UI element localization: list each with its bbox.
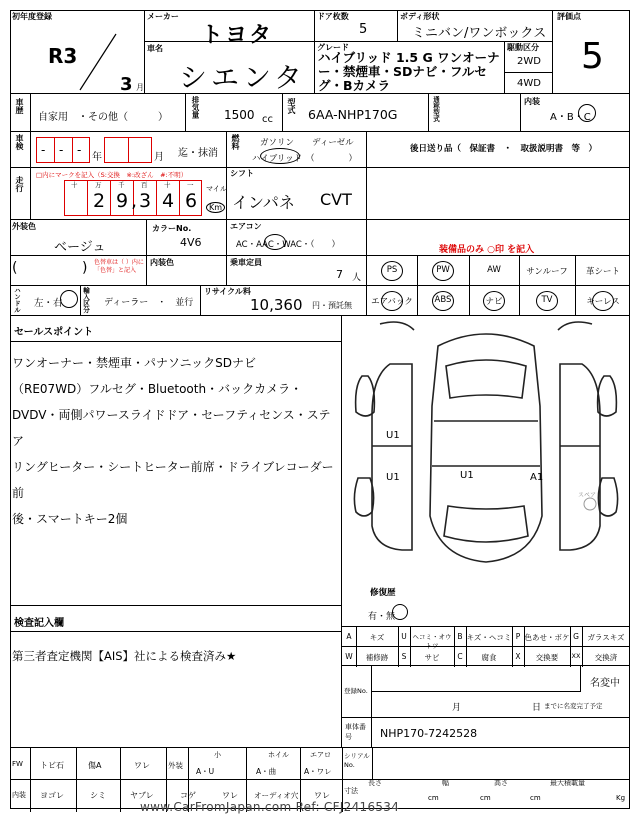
aero-vals: A・ワレ	[304, 767, 332, 776]
unit-mile: マイル	[206, 185, 227, 193]
option-ps-circle	[381, 261, 403, 281]
watermark: www.CarFromJapan.com Ref: CFJ2416534	[140, 800, 400, 814]
maker-value: トヨタ	[201, 23, 274, 48]
interior-parts-label: 内装	[12, 791, 26, 799]
exterior-parts-label: 外装	[168, 761, 183, 770]
usage-value: 自家用 ・その他（ ）	[38, 112, 168, 123]
legend-code: XX	[571, 652, 581, 660]
import-value: ディーラー ・ 並行	[104, 298, 194, 308]
aero-label: エアロ	[310, 751, 331, 759]
digit-4: 4	[162, 190, 175, 212]
spare-label: スペア	[578, 492, 597, 499]
interior-row: ( ) 色替車は（ ）内に「色替」と記入 内装色 乗車定員 7 人	[10, 256, 366, 286]
reg-year: R3	[48, 44, 78, 68]
reg-slash	[78, 32, 118, 92]
option-tv-circle	[536, 291, 558, 311]
sales-line: 後・スマートキー2個	[12, 512, 128, 526]
car-name-value: シエンタ	[179, 61, 306, 94]
option-abs: ABS	[434, 295, 452, 305]
sales-line: DVDV・両側パワースライドドア・セーフティセンス・ステア	[12, 408, 331, 448]
doors-label: ドア枚数	[317, 12, 349, 21]
inspection-remarks-text: 第三者査定機関【AIS】社による検査済み★	[12, 649, 237, 663]
fuel-label: 燃料	[231, 134, 240, 150]
interior-label: 内装	[524, 97, 540, 106]
inspection-box	[10, 606, 342, 748]
usage-label: 車歴	[15, 98, 24, 114]
body-label: ボディ形状	[400, 12, 440, 21]
unit-5: 一	[187, 181, 194, 189]
legend-desc: 色あせ・ボケ	[524, 633, 570, 642]
drive-label: 駆動区分	[507, 43, 539, 52]
small-label: 小	[214, 751, 221, 759]
legend-code: P	[515, 632, 521, 641]
legend-code: W	[345, 652, 353, 661]
reg-month-label: 月	[452, 703, 462, 713]
drive-box	[505, 42, 553, 94]
grade-box	[315, 42, 505, 94]
digit-2: 9	[116, 190, 129, 212]
mark-left-rear: U1	[386, 472, 400, 483]
legend-desc: ガラスキズ	[587, 633, 625, 642]
fw-item-b: 傷A	[88, 761, 102, 770]
inspection-label: 車検	[15, 134, 24, 150]
option-ps: PS	[386, 265, 398, 275]
usage-row	[10, 94, 630, 132]
model-value: 6AA-NHP170G	[308, 107, 398, 122]
chassis-row	[342, 718, 630, 748]
interior-item: ワレ	[314, 791, 330, 800]
capacity-unit: 人	[352, 273, 362, 283]
legend-desc: 交換要	[535, 653, 559, 662]
ac-label: エアコン	[230, 222, 262, 231]
cc-unit: cc	[262, 114, 273, 125]
dim-length-cm: cm	[428, 794, 439, 802]
option-keyless-circle	[592, 291, 614, 311]
drive-2wd: 2WD	[517, 56, 541, 67]
name-change: 名変中	[590, 678, 620, 689]
legend-desc: キズ	[369, 633, 385, 642]
chassis-label: 車体番号	[345, 723, 366, 741]
legend-code: G	[573, 632, 579, 641]
legend-desc: 腐食	[481, 653, 497, 662]
exterior-value: ベージュ	[54, 240, 106, 255]
digit-3: 3	[139, 190, 152, 212]
dim-height-cm: cm	[530, 794, 541, 802]
mark-center: U1	[460, 470, 474, 481]
legend-desc: キズ・ヘコミ	[466, 633, 512, 642]
maker-box	[145, 10, 315, 48]
sales-point-label: セールスポイント	[14, 327, 94, 338]
option-airbag: エアバック	[371, 297, 413, 307]
color-row	[10, 220, 366, 256]
first-reg-box	[10, 10, 145, 94]
color-no-value: 4V6	[180, 236, 202, 249]
option-navi: ナビ	[485, 297, 503, 307]
digit-5: 6	[185, 190, 198, 212]
displacement-label: 排気量	[191, 96, 200, 119]
inspect-year-unit: 年	[92, 152, 102, 163]
score-box	[553, 10, 630, 94]
color-change-note: 色替車は（ ）内に「色替」と記入	[94, 259, 144, 274]
interior-item: ワレ	[222, 791, 238, 800]
legend-code: U	[401, 632, 407, 641]
score-value: 5	[581, 36, 604, 77]
car-name-box	[145, 42, 315, 94]
serial-label: シリアルNo.	[344, 752, 370, 769]
post-install: 後日送り品（ 保証書 ・ 取扱説明書 等 ）	[410, 144, 598, 154]
mileage-label: 走行	[15, 176, 24, 192]
maker-label: メーカー	[147, 12, 179, 21]
bottom-row-1	[10, 748, 630, 780]
odometer-box: 十 万 千 百 十 一 2 9 , 3 4 6	[64, 180, 202, 216]
legend-code: C	[457, 652, 463, 661]
inspection-row	[10, 132, 630, 168]
unit-2: 千	[118, 181, 125, 189]
capacity-value: 7	[336, 268, 343, 281]
sales-point-box	[10, 316, 342, 606]
exterior-label: 外装色	[12, 222, 36, 231]
dim-length: 長さ	[368, 779, 382, 787]
interior-item: シミ	[90, 791, 106, 800]
option-abs-circle	[432, 291, 454, 311]
option-tv: TV	[541, 295, 553, 305]
unit-3: 百	[141, 181, 148, 189]
fw-item-c: ワレ	[134, 761, 150, 770]
fuel-other: （ ）	[306, 154, 358, 164]
legend-code: A	[346, 632, 352, 641]
option-keyless: キーレス	[586, 297, 620, 307]
fuel-gasoline: ガソリン	[260, 138, 295, 148]
handle-label: ハンドル	[13, 287, 21, 313]
repair-none-circle	[392, 604, 408, 620]
recycle-label: リサイクル料	[204, 287, 251, 296]
dim-weight-kg: Kg	[616, 794, 626, 802]
wheel-label: ホイル	[268, 751, 289, 759]
recycle-unit: 円・預託無	[312, 301, 352, 310]
handle-circle	[60, 290, 78, 308]
sales-line: ワンオーナー・禁煙車・パナソニックSDナビ	[12, 356, 257, 370]
interior-item: コゲ	[180, 791, 196, 800]
unit-km: Km	[206, 202, 225, 213]
inspect-month-box	[104, 137, 152, 163]
import-label: 輸入区分	[82, 287, 90, 313]
score-label: 評価点	[557, 12, 581, 21]
body-box	[398, 10, 553, 42]
size-label: 寸法	[344, 787, 358, 795]
fw-item-a: トビ石	[40, 761, 64, 770]
mileage-note: □内にマークを記入（S:交換 ※:改ざん #:不明）	[36, 171, 188, 179]
grade-value: ハイブリッド 1.5 G ワンオーナー・禁煙車・SDナビ・フルセグ・Bカメラ	[318, 50, 500, 93]
ac-value: AC・AAC・WAC・（ ）	[236, 240, 341, 250]
unit-0: 十	[71, 181, 78, 189]
mark-left-front: U1	[386, 430, 400, 441]
dim-width-cm: cm	[480, 794, 491, 802]
inspection-remarks-label: 検査記入欄	[14, 618, 64, 629]
interior-color-label: 内装色	[150, 258, 174, 267]
dim-height: 高さ	[494, 779, 508, 787]
recycle-value: 10,360	[250, 296, 303, 314]
capacity-label: 乗車定員	[230, 258, 262, 267]
shift-label: シフト	[230, 169, 254, 178]
legend-desc: 交換済	[594, 653, 618, 662]
options-row-1	[366, 256, 630, 286]
body-value: ミニバン/ワンボックス	[412, 26, 547, 41]
equip-note-area	[366, 220, 630, 256]
interior-grade-circle	[578, 104, 596, 122]
car-diagram	[342, 316, 630, 626]
option-airbag-circle	[381, 291, 403, 311]
displacement-value: 1500	[224, 108, 255, 122]
digit-1: 2	[93, 190, 106, 212]
doors-value: 5	[359, 22, 368, 37]
reg-day-label: 日	[532, 703, 542, 713]
handle-value: 左・右	[34, 298, 63, 309]
reg-no-label: 登録No.	[344, 687, 368, 695]
unit-1: 万	[95, 181, 102, 189]
first-reg-label: 初年度登録	[12, 12, 52, 21]
chassis-value: NHP170-7242528	[380, 727, 478, 740]
ac-circle	[264, 234, 286, 250]
damage-legend	[342, 626, 630, 666]
fuel-diesel: ディーゼル	[312, 138, 354, 148]
option-leather: 革シート	[585, 267, 620, 277]
option-navi-circle	[483, 291, 505, 311]
reg-month-unit: 月	[136, 83, 144, 92]
registration-box	[342, 666, 630, 718]
drive-4wd: 4WD	[517, 78, 541, 89]
car-name-label: 車名	[147, 44, 163, 53]
interior-item: ヨゴレ	[40, 791, 64, 800]
option-aw: AW	[487, 265, 501, 275]
option-pw: PW	[436, 265, 450, 275]
unit-4: 十	[164, 181, 171, 189]
inspect-year-box: - - -	[36, 137, 90, 163]
legend-code: B	[457, 632, 463, 641]
option-pw-circle	[432, 261, 454, 281]
fw-label: FW	[12, 760, 23, 768]
sales-point-text	[12, 350, 340, 532]
model-label: 型式	[287, 98, 296, 114]
inspect-text: 迄・抹消	[178, 148, 218, 159]
grade-label: グレード	[317, 43, 349, 52]
sales-line: リングヒーター・シートヒーター前席・ドライブレコーダー前	[12, 460, 334, 500]
dim-weight: 最大積載量	[550, 779, 585, 787]
trans-label: 通称型式	[432, 96, 440, 122]
interior-item: ヤブレ	[130, 791, 154, 800]
legend-code: S	[401, 652, 407, 661]
handle-row	[10, 286, 366, 316]
mileage-row	[10, 168, 366, 220]
fuel-hybrid-circle	[260, 148, 300, 164]
reg-deadline: までに名変完了予定	[544, 702, 603, 710]
color-no-label: カラーNo.	[152, 224, 192, 233]
dim-width: 幅	[442, 779, 449, 787]
legend-code: X	[515, 652, 521, 661]
legend-desc: サビ	[424, 653, 440, 662]
mark-right-rear: A1	[530, 472, 544, 483]
repair-value: 有・無	[368, 612, 396, 622]
interior-grades: A・B・C	[550, 112, 591, 123]
shift-position: インパネ	[232, 193, 295, 212]
legend-desc: ヘコミ・オウトツ	[412, 633, 452, 650]
car-outline-svg	[342, 316, 630, 586]
shift-type: CVT	[320, 190, 352, 209]
inspect-month-unit: 月	[154, 152, 164, 163]
blank-right-area	[366, 168, 630, 220]
wheel-vals: A・曲	[256, 767, 277, 776]
options-row-2	[366, 286, 630, 316]
fuel-hybrid: ハイブリッド	[252, 154, 303, 164]
legend-desc: 補修跡	[365, 653, 389, 662]
option-sunroof: サンルーフ	[526, 267, 568, 277]
sales-line: （RE07WD）フルセグ・Bluetooth・バックカメラ・	[12, 382, 303, 396]
interior-item: オーディオ穴	[254, 791, 299, 800]
reg-month: 3	[120, 74, 133, 95]
small-vals: A・U	[196, 767, 215, 776]
repair-label: 修復歴	[370, 588, 396, 598]
doors-box	[315, 10, 398, 42]
equip-note: 装備品のみ ○印 を記入	[439, 245, 535, 255]
